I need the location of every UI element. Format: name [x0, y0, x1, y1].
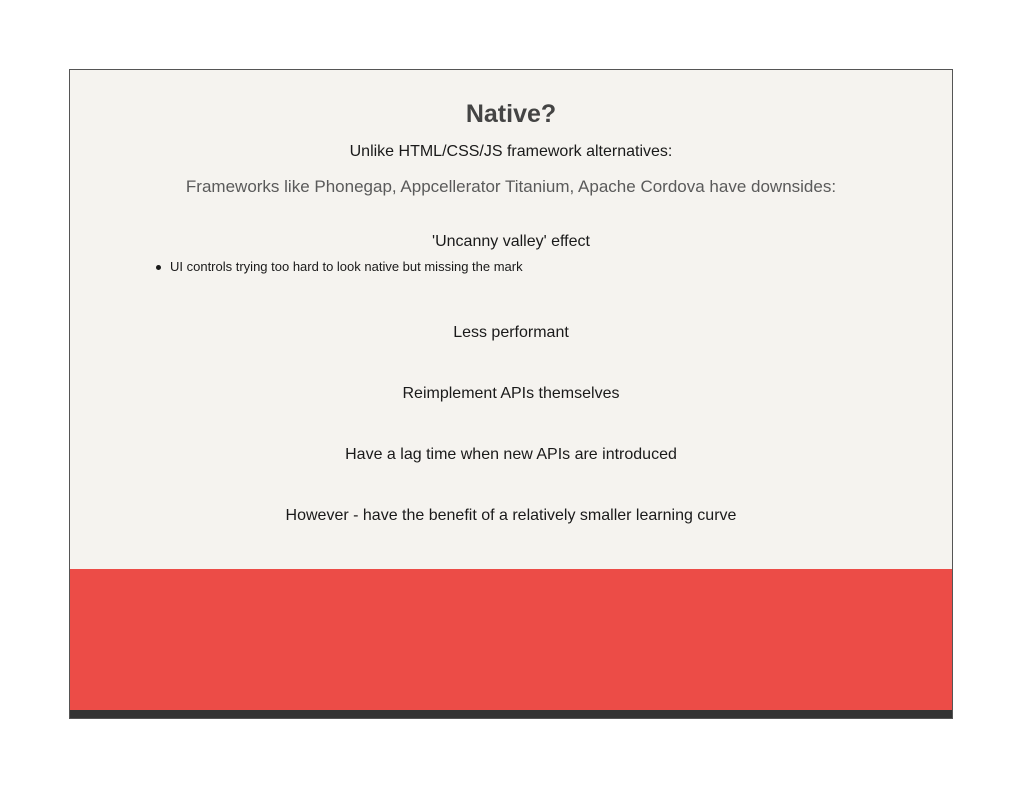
slide-subtitle: Frameworks like Phonegap, Appcellerator Titanium, Apache Cordova have downsides:	[185, 177, 837, 196]
point-less-performant: Less performant	[453, 324, 569, 341]
slide-title: Native?	[465, 100, 557, 128]
intro-text: Unlike HTML/CSS/JS framework alternatives:	[349, 143, 673, 160]
footer-bar	[70, 710, 952, 719]
footer-band	[70, 569, 952, 710]
point-reimplement-apis: Reimplement APIs themselves	[402, 385, 620, 402]
bullet-dot-icon	[156, 265, 161, 270]
point-uncanny-valley: 'Uncanny valley' effect	[432, 233, 590, 250]
slide-content	[70, 70, 952, 569]
list-item	[154, 259, 523, 274]
slide	[69, 69, 953, 719]
point-lag-time: Have a lag time when new APIs are introduced	[345, 446, 677, 463]
bullet-list	[154, 259, 523, 274]
point-learning-curve: However - have the benefit of a relatively smaller learning curve	[285, 507, 737, 524]
list-item-text: UI controls trying too hard to look native but missing the mark	[170, 259, 523, 274]
